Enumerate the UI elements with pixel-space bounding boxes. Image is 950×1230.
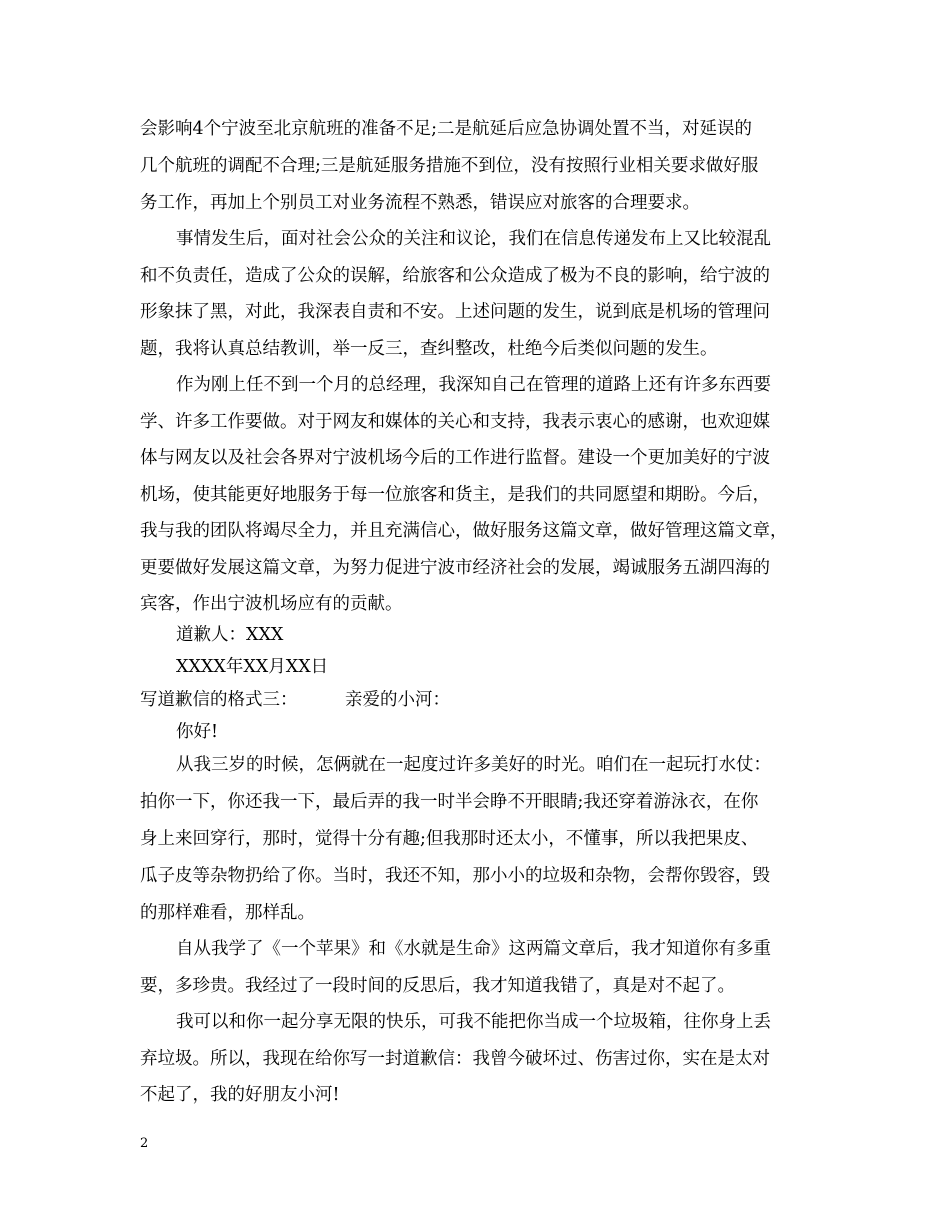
paragraph-6-line-3: 不起了，我的好朋友小河! bbox=[140, 1085, 340, 1105]
paragraph-1-line-1: 会影响4个宁波至北京航班的准备不足;二是航延后应急协调处置不当，对延误的 bbox=[140, 119, 753, 139]
paragraph-3-line-4: 机场，使其能更好地服务于每一位旅客和货主，是我们的共同愿望和期盼。今后， bbox=[140, 485, 770, 505]
paragraph-3-line-6: 更要做好发展这篇文章，为努力促进宁波市经济社会的发展，竭诚服务五湖四海的 bbox=[140, 558, 770, 578]
paragraph-6-line-2: 弃垃圾。所以，我现在给你写一封道歉信：我曾今破坏过、伤害过你，实在是太对 bbox=[140, 1049, 770, 1069]
paragraph-4-line-2: 拍你一下，你还我一下，最后弄的我一时半会睁不开眼睛;我还穿着游泳衣，在你 bbox=[140, 792, 759, 812]
paragraph-1-line-2: 几个航班的调配不合理;三是航延服务措施不到位，没有按照行业相关要求做好服 bbox=[140, 156, 759, 176]
paragraph-3-line-1: 作为刚上任不到一个月的总经理，我深知自己在管理的道路上还有许多东西要 bbox=[176, 375, 771, 395]
paragraph-4-line-3: 身上来回穿行，那时，觉得十分有趣;但我那时还太小，不懂事，所以我把果皮、 bbox=[140, 829, 759, 849]
greeting: 你好! bbox=[176, 722, 219, 742]
paragraph-3-line-7: 宾客，作出宁波机场应有的贡献。 bbox=[140, 594, 403, 614]
paragraph-4-line-5: 的那样难看，那样乱。 bbox=[140, 903, 315, 923]
paragraph-2-line-1: 事情发生后，面对社会公众的关注和议论，我们在信息传递发布上又比较混乱 bbox=[176, 229, 771, 249]
salutation: 亲爱的小河： bbox=[345, 690, 450, 710]
paragraph-3-line-2: 学、许多工作要做。对于网友和媒体的关心和支持，我表示衷心的感谢，也欢迎媒 bbox=[140, 412, 770, 432]
paragraph-3-line-3: 体与网友以及社会各界对宁波机场今后的工作进行监督。建设一个更加美好的宁波 bbox=[140, 448, 770, 468]
paragraph-2-line-2: 和不负责任，造成了公众的误解，给旅客和公众造成了极为不良的影响，给宁波的 bbox=[140, 266, 770, 286]
paragraph-5-line-2: 要，多珍贵。我经过了一段时间的反思后，我才知道我错了，真是对不起了。 bbox=[140, 976, 735, 996]
format-heading: 写道歉信的格式三： bbox=[140, 690, 298, 710]
paragraph-3-line-5: 我与我的团队将竭尽全力，并且充满信心，做好服务这篇文章，做好管理这篇文章， bbox=[140, 521, 788, 541]
paragraph-5-line-1: 自从我学了《一个苹果》和《水就是生命》这两篇文章后，我才知道你有多重 bbox=[176, 939, 771, 959]
paragraph-1-line-3: 务工作，再加上个别员工对业务流程不熟悉，错误应对旅客的合理要求。 bbox=[140, 193, 700, 213]
signature: 道歉人：XXX bbox=[176, 625, 284, 645]
page-number: 2 bbox=[140, 1136, 149, 1151]
paragraph-2-line-4: 题，我将认真总结教训，举一反三，查纠整改，杜绝今后类似问题的发生。 bbox=[140, 339, 718, 359]
date: XXXX年XX月XX日 bbox=[176, 657, 329, 677]
paragraph-4-line-4: 瓜子皮等杂物扔给了你。当时，我还不知，那小小的垃圾和杂物，会帮你毁容，毁 bbox=[140, 866, 770, 886]
paragraph-2-line-3: 形象抹了黑，对此，我深表自责和不安。上述问题的发生，说到底是机场的管理问 bbox=[140, 302, 770, 322]
paragraph-4-line-1: 从我三岁的时候，怎俩就在一起度过许多美好的时光。咱们在一起玩打水仗： bbox=[176, 755, 771, 775]
paragraph-6-line-1: 我可以和你一起分享无限的快乐，可我不能把你当成一个垃圾箱，往你身上丢 bbox=[176, 1012, 771, 1032]
